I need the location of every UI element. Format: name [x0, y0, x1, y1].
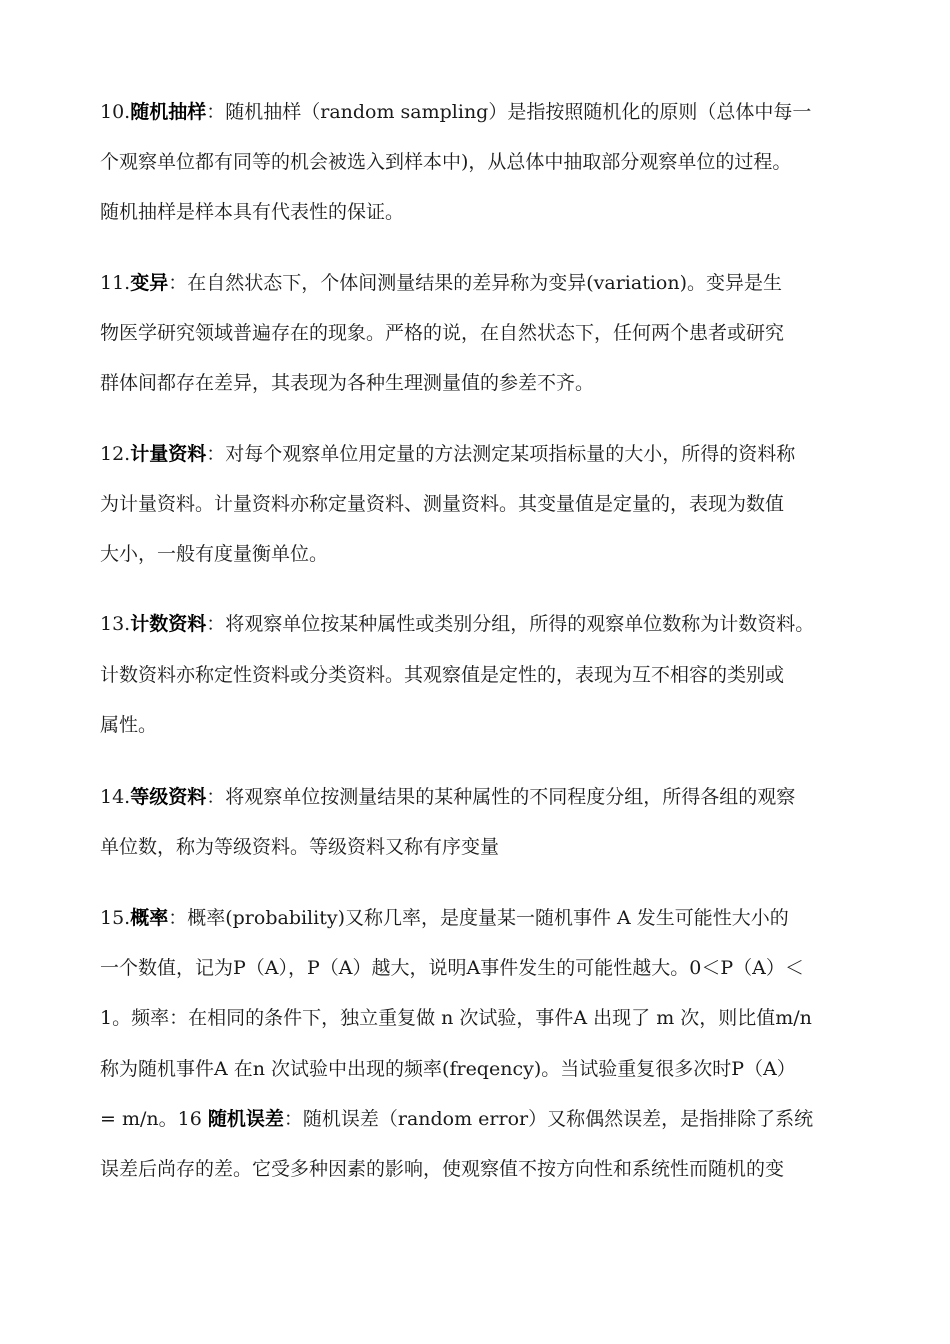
term-heading: 计数资料 — [130, 613, 207, 635]
text-line — [100, 780, 860, 814]
body-text: ：随机误差（random error）又称偶然误差，是指排除了系统 — [283, 1108, 814, 1130]
term-heading: 计量资料 — [130, 443, 207, 465]
body-text: 1。频率：在相同的条件下，独立重复做 n 次试验，事件A 出现了 m 次，则比值m/n — [100, 1007, 812, 1029]
text-line — [100, 316, 860, 350]
body-text: 15. — [100, 907, 131, 929]
term-heading: 随机误差 — [207, 1108, 284, 1130]
text-line — [100, 1052, 860, 1086]
body-text: 12. — [100, 443, 131, 465]
body-text: ：将观察单位按测量结果的某种属性的不同程度分组，所得各组的观察 — [206, 786, 796, 808]
body-text: 13. — [100, 613, 131, 635]
body-text: = m/n。16 — [100, 1108, 208, 1130]
body-text: ：随机抽样（random sampling）是指按照随机化的原则（总体中每一 — [206, 101, 812, 123]
text-line — [100, 1102, 860, 1136]
term-heading: 概率 — [130, 907, 169, 929]
body-text: ：对每个观察单位用定量的方法测定某项指标量的大小，所得的资料称 — [206, 443, 796, 465]
text-line — [100, 537, 860, 571]
body-text: 10. — [100, 101, 131, 123]
body-text: ：在自然状态下，个体间测量结果的差异称为变异(variation)。变异是生 — [168, 272, 782, 294]
body-text: 计数资料亦称定性资料或分类资料。其观察值是定性的，表现为互不相容的类别或 — [100, 664, 785, 686]
text-line — [100, 437, 860, 471]
body-text: 大小，一般有度量衡单位。 — [100, 543, 329, 565]
text-line — [100, 1001, 860, 1035]
term-heading: 变异 — [130, 272, 169, 294]
text-line — [100, 195, 860, 229]
term-heading: 随机抽样 — [130, 101, 207, 123]
body-text: 为计量资料。计量资料亦称定量资料、测量资料。其变量值是定量的，表现为数值 — [100, 493, 785, 515]
text-line — [100, 487, 860, 521]
text-line — [100, 951, 860, 985]
text-line — [100, 266, 860, 300]
term-heading: 等级资料 — [130, 786, 207, 808]
body-text: 14. — [100, 786, 131, 808]
text-line — [100, 145, 860, 179]
body-text: 11. — [100, 272, 131, 294]
body-text: 一个数值，记为P（A），P（A）越大，说明A事件发生的可能性越大。0＜P（A）＜ — [100, 957, 804, 979]
body-text: 个观察单位都有同等的机会被选入到样本中)，从总体中抽取部分观察单位的过程。 — [100, 151, 792, 173]
text-line — [100, 1152, 860, 1186]
body-text: 误差后尚存的差。它受多种因素的影响，使观察值不按方向性和系统性而随机的变 — [100, 1158, 785, 1180]
text-line — [100, 901, 860, 935]
body-text: 单位数，称为等级资料。等级资料又称有序变量 — [100, 836, 500, 858]
body-text: 属性。 — [100, 714, 158, 736]
body-text: 随机抽样是样本具有代表性的保证。 — [100, 201, 405, 223]
body-text: ：将观察单位按某种属性或类别分组，所得的观察单位数称为计数资料。 — [206, 613, 815, 635]
body-text: 称为随机事件A 在n 次试验中出现的频率(freqency)。当试验重复很多次时P（A） — [100, 1058, 796, 1080]
body-text: 群体间都存在差异，其表现为各种生理测量值的参差不齐。 — [100, 372, 595, 394]
text-line — [100, 95, 860, 129]
text-line — [100, 830, 860, 864]
text-line — [100, 607, 860, 641]
text-line — [100, 708, 860, 742]
body-text: ：概率(probability)又称几率，是度量某一随机事件 A 发生可能性大小的 — [168, 907, 789, 929]
text-line — [100, 658, 860, 692]
text-line — [100, 366, 860, 400]
body-text: 物医学研究领域普遍存在的现象。严格的说，在自然状态下，任何两个患者或研究 — [100, 322, 785, 344]
